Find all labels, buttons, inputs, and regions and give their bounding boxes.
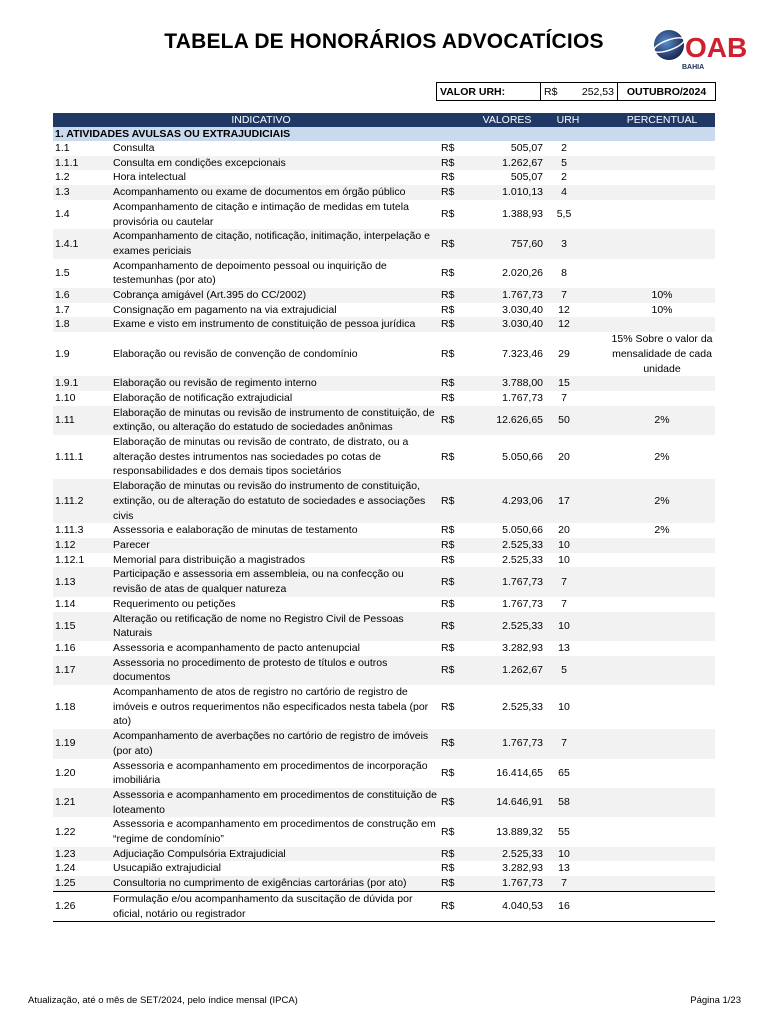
row-currency: R$ [441, 891, 469, 921]
row-code: 1.4.1 [53, 229, 111, 258]
row-currency: R$ [441, 876, 469, 891]
row-value: 1.767,73 [469, 567, 545, 596]
row-percentual [609, 553, 715, 568]
row-description: Consulta [111, 141, 441, 156]
table-row [53, 170, 715, 185]
row-code: 1.7 [53, 303, 111, 318]
row-value: 5.050,66 [469, 435, 545, 479]
table-row [53, 876, 715, 891]
table-row [53, 538, 715, 553]
row-value: 1.767,73 [469, 729, 545, 758]
row-currency: R$ [441, 156, 469, 171]
row-description: Assessoria e acompanhamento em procedimentos de constituição de loteamento [111, 788, 441, 817]
row-percentual [609, 141, 715, 156]
logo-text: OAB [685, 32, 748, 63]
row-percentual [609, 656, 715, 685]
row-code: 1.26 [53, 891, 111, 921]
table-row [53, 567, 715, 596]
row-urh: 7 [545, 567, 609, 596]
row-urh: 10 [545, 685, 609, 729]
table-row [53, 317, 715, 332]
row-percentual [609, 538, 715, 553]
header-percentual: PERCENTUAL [609, 113, 715, 127]
table-row [53, 406, 715, 435]
row-urh: 2 [545, 170, 609, 185]
row-currency: R$ [441, 538, 469, 553]
row-value: 757,60 [469, 229, 545, 258]
row-urh: 17 [545, 479, 609, 523]
table-row [53, 729, 715, 758]
row-value: 505,07 [469, 141, 545, 156]
row-description: Participação e assessoria em assembleia, ou na confecção ou revisão de atas de qualquer natureza [111, 567, 441, 596]
row-urh: 7 [545, 288, 609, 303]
row-percentual [609, 876, 715, 891]
row-code: 1.5 [53, 259, 111, 288]
table-row [53, 303, 715, 318]
row-code: 1.13 [53, 567, 111, 596]
table-row [53, 332, 715, 376]
row-urh: 13 [545, 861, 609, 876]
row-urh: 12 [545, 317, 609, 332]
row-description: Cobrança amigável (Art.395 do CC/2002) [111, 288, 441, 303]
row-code: 1.20 [53, 759, 111, 788]
row-currency: R$ [441, 391, 469, 406]
row-urh: 7 [545, 391, 609, 406]
urh-currency: R$ [544, 85, 558, 98]
urh-value: 252,53 [581, 85, 614, 98]
row-description: Exame e visto em instrumento de constituição de pessoa jurídica [111, 317, 441, 332]
row-description: Assessoria e acompanhamento em procedimentos de incorporação imobiliária [111, 759, 441, 788]
row-urh: 16 [545, 891, 609, 921]
table-row [53, 788, 715, 817]
row-currency: R$ [441, 788, 469, 817]
row-code: 1.1.1 [53, 156, 111, 171]
row-currency: R$ [441, 861, 469, 876]
row-urh: 5 [545, 656, 609, 685]
row-code: 1.11.3 [53, 523, 111, 538]
row-value: 3.788,00 [469, 376, 545, 391]
row-description: Acompanhamento de citação, notificação, initimação, interpelação e exames periciais [111, 229, 441, 258]
row-value: 16.414,65 [469, 759, 545, 788]
row-percentual [609, 229, 715, 258]
header-indicativo: INDICATIVO [53, 113, 469, 127]
row-description: Assessoria e ealaboração de minutas de testamento [111, 523, 441, 538]
row-value: 1.767,73 [469, 391, 545, 406]
table-row [53, 259, 715, 288]
table-row [53, 156, 715, 171]
row-currency: R$ [441, 288, 469, 303]
row-code: 1.2 [53, 170, 111, 185]
row-code: 1.12 [53, 538, 111, 553]
table-row [53, 479, 715, 523]
row-description: Acompanhamento de depoimento pessoal ou inquirição de testemunhas (por ato) [111, 259, 441, 288]
row-code: 1.10 [53, 391, 111, 406]
section-header [53, 127, 715, 141]
row-currency: R$ [441, 303, 469, 318]
table-row [53, 523, 715, 538]
row-code: 1.23 [53, 847, 111, 862]
row-currency: R$ [441, 479, 469, 523]
table-row [53, 597, 715, 612]
row-percentual: 15% Sobre o valor da mensalidade de cada unidade [609, 332, 715, 376]
table-row [53, 376, 715, 391]
page-number: Página 1/23 [690, 995, 741, 1006]
row-code: 1.1 [53, 141, 111, 156]
row-description: Consignação em pagamento na via extrajudicial [111, 303, 441, 318]
row-urh: 58 [545, 788, 609, 817]
row-percentual: 2% [609, 435, 715, 479]
row-currency: R$ [441, 317, 469, 332]
row-code: 1.16 [53, 641, 111, 656]
row-percentual: 10% [609, 288, 715, 303]
row-currency: R$ [441, 141, 469, 156]
row-urh: 55 [545, 817, 609, 846]
row-urh: 4 [545, 185, 609, 200]
row-currency: R$ [441, 656, 469, 685]
header-valores: VALORES [469, 113, 545, 127]
row-value: 2.525,33 [469, 538, 545, 553]
row-value: 12.626,65 [469, 406, 545, 435]
table-row [53, 435, 715, 479]
row-currency: R$ [441, 641, 469, 656]
row-percentual [609, 597, 715, 612]
row-percentual [609, 259, 715, 288]
row-code: 1.9 [53, 332, 111, 376]
row-code: 1.19 [53, 729, 111, 758]
row-value: 4.293,06 [469, 479, 545, 523]
row-code: 1.11.1 [53, 435, 111, 479]
row-percentual [609, 612, 715, 641]
table-row [53, 685, 715, 729]
row-urh: 5,5 [545, 200, 609, 229]
urh-value-box [436, 82, 716, 101]
row-description: Assessoria no procedimento de protesto de títulos e outros documentos [111, 656, 441, 685]
table-row [53, 759, 715, 788]
row-currency: R$ [441, 759, 469, 788]
row-description: Elaboração ou revisão de convenção de condomínio [111, 332, 441, 376]
row-urh: 7 [545, 597, 609, 612]
row-urh: 15 [545, 376, 609, 391]
row-value: 1.767,73 [469, 876, 545, 891]
row-description: Acompanhamento de atos de registro no cartório de registro de imóveis e outros requerimentos não especificados nesta tabela (por ato) [111, 685, 441, 729]
row-value: 14.646,91 [469, 788, 545, 817]
table-row [53, 200, 715, 229]
row-code: 1.25 [53, 876, 111, 891]
row-description: Acompanhamento de averbações no cartório de registro de imóveis (por ato) [111, 729, 441, 758]
urh-month: OUTUBRO/2024 [626, 85, 707, 98]
row-percentual [609, 170, 715, 185]
row-currency: R$ [441, 376, 469, 391]
row-description: Hora intelectual [111, 170, 441, 185]
row-currency: R$ [441, 170, 469, 185]
row-code: 1.3 [53, 185, 111, 200]
row-currency: R$ [441, 229, 469, 258]
row-description: Formulação e/ou acompanhamento da suscitação de dúvida por oficial, notário ou registrador [111, 891, 441, 921]
row-code: 1.15 [53, 612, 111, 641]
table-row [53, 391, 715, 406]
table-row [53, 891, 715, 921]
row-percentual [609, 788, 715, 817]
row-urh: 13 [545, 641, 609, 656]
row-code: 1.14 [53, 597, 111, 612]
row-description: Elaboração ou revisão de regimento interno [111, 376, 441, 391]
row-description: Consultoria no cumprimento de exigências cartorárias (por ato) [111, 876, 441, 891]
row-description: Requerimento ou petições [111, 597, 441, 612]
table-row [53, 612, 715, 641]
table-row [53, 288, 715, 303]
row-percentual [609, 685, 715, 729]
urh-amount [541, 83, 618, 100]
row-percentual [609, 861, 715, 876]
row-currency: R$ [441, 817, 469, 846]
row-code: 1.8 [53, 317, 111, 332]
row-urh: 20 [545, 435, 609, 479]
row-urh: 29 [545, 332, 609, 376]
row-percentual [609, 317, 715, 332]
row-code: 1.18 [53, 685, 111, 729]
row-percentual [609, 376, 715, 391]
row-urh: 20 [545, 523, 609, 538]
section-title: 1. ATIVIDADES AVULSAS OU EXTRAJUDICIAIS [53, 127, 715, 141]
row-urh: 3 [545, 229, 609, 258]
row-value: 3.030,40 [469, 303, 545, 318]
page-title: TABELA DE HONORÁRIOS ADVOCATÍCIOS [164, 30, 604, 53]
row-description: Elaboração de minutas ou revisão de contrato, de distrato, ou a alteração destes intrumentos nas sociedades po cotas de responsabilidades e dos demais tipos societários [111, 435, 441, 479]
row-currency: R$ [441, 553, 469, 568]
row-value: 3.030,40 [469, 317, 545, 332]
fees-table [53, 113, 715, 922]
row-percentual [609, 567, 715, 596]
row-percentual [609, 759, 715, 788]
table-header-row [53, 113, 715, 127]
row-value: 7.323,46 [469, 332, 545, 376]
row-description: Alteração ou retificação de nome no Registro Civil de Pessoas Naturais [111, 612, 441, 641]
table-row [53, 229, 715, 258]
row-description: Elaboração de minutas ou revisão do instrumento de constituição, extinção, ou de alteração do estatuto de sociedades e associações civis [111, 479, 441, 523]
row-currency: R$ [441, 185, 469, 200]
table-row [53, 817, 715, 846]
row-percentual [609, 729, 715, 758]
table-row [53, 847, 715, 862]
row-description: Acompanhamento ou exame de documentos em órgão público [111, 185, 441, 200]
row-value: 4.040,53 [469, 891, 545, 921]
row-urh: 10 [545, 553, 609, 568]
row-value: 2.525,33 [469, 847, 545, 862]
row-value: 1.262,67 [469, 156, 545, 171]
row-currency: R$ [441, 406, 469, 435]
row-code: 1.22 [53, 817, 111, 846]
row-code: 1.11 [53, 406, 111, 435]
row-code: 1.24 [53, 861, 111, 876]
row-percentual [609, 641, 715, 656]
row-code: 1.11.2 [53, 479, 111, 523]
row-percentual: 10% [609, 303, 715, 318]
row-currency: R$ [441, 597, 469, 612]
row-description: Usucapião extrajudicial [111, 861, 441, 876]
table-row [53, 553, 715, 568]
row-urh: 65 [545, 759, 609, 788]
row-urh: 12 [545, 303, 609, 318]
row-value: 2.525,33 [469, 553, 545, 568]
row-percentual: 2% [609, 479, 715, 523]
row-value: 505,07 [469, 170, 545, 185]
row-percentual: 2% [609, 406, 715, 435]
row-urh: 50 [545, 406, 609, 435]
table-row [53, 185, 715, 200]
row-currency: R$ [441, 612, 469, 641]
row-value: 3.282,93 [469, 641, 545, 656]
row-description: Consulta em condições excepcionais [111, 156, 441, 171]
row-value: 13.889,32 [469, 817, 545, 846]
row-value: 1.388,93 [469, 200, 545, 229]
row-percentual [609, 200, 715, 229]
row-urh: 10 [545, 612, 609, 641]
row-urh: 10 [545, 538, 609, 553]
row-currency: R$ [441, 435, 469, 479]
row-currency: R$ [441, 332, 469, 376]
row-currency: R$ [441, 729, 469, 758]
row-percentual [609, 891, 715, 921]
row-urh: 10 [545, 847, 609, 862]
row-description: Assessoria e acompanhamento de pacto antenupcial [111, 641, 441, 656]
row-code: 1.9.1 [53, 376, 111, 391]
row-percentual [609, 847, 715, 862]
row-currency: R$ [441, 847, 469, 862]
row-currency: R$ [441, 567, 469, 596]
row-code: 1.6 [53, 288, 111, 303]
row-code: 1.17 [53, 656, 111, 685]
row-value: 5.050,66 [469, 523, 545, 538]
table-row [53, 861, 715, 876]
row-percentual [609, 156, 715, 171]
row-description: Assessoria e acompanhamento em procedimentos de construção em “regime de condomínio” [111, 817, 441, 846]
row-description: Acompanhamento de citação e intimação de medidas em tutela provisória ou cautelar [111, 200, 441, 229]
row-value: 1.010,13 [469, 185, 545, 200]
row-urh: 8 [545, 259, 609, 288]
row-value: 1.767,73 [469, 288, 545, 303]
row-urh: 7 [545, 876, 609, 891]
row-percentual [609, 391, 715, 406]
row-urh: 5 [545, 156, 609, 171]
row-description: Parecer [111, 538, 441, 553]
row-code: 1.21 [53, 788, 111, 817]
row-code: 1.4 [53, 200, 111, 229]
table-row [53, 641, 715, 656]
row-description: Elaboração de notificação extrajudicial [111, 391, 441, 406]
row-description: Memorial para distribuição a magistrados [111, 553, 441, 568]
row-percentual: 2% [609, 523, 715, 538]
footer-note: Atualização, até o mês de SET/2024, pelo índice mensal (IPCA) [28, 995, 298, 1006]
row-value: 2.020,26 [469, 259, 545, 288]
row-value: 1.767,73 [469, 597, 545, 612]
row-percentual [609, 185, 715, 200]
row-description: Elaboração de minutas ou revisão de instrumento de constituição, de extinção, ou alteração do estatudo de sociedades anônimas [111, 406, 441, 435]
urh-label: VALOR URH: [437, 83, 541, 100]
row-description: Adjuciação Compulsória Extrajudicial [111, 847, 441, 862]
table-row [53, 141, 715, 156]
table-row [53, 656, 715, 685]
row-currency: R$ [441, 259, 469, 288]
row-value: 1.262,67 [469, 656, 545, 685]
header-urh: URH [545, 113, 609, 127]
row-currency: R$ [441, 523, 469, 538]
row-currency: R$ [441, 685, 469, 729]
row-currency: R$ [441, 200, 469, 229]
row-percentual [609, 817, 715, 846]
row-code: 1.12.1 [53, 553, 111, 568]
row-urh: 2 [545, 141, 609, 156]
row-value: 2.525,33 [469, 612, 545, 641]
row-value: 3.282,93 [469, 861, 545, 876]
row-urh: 7 [545, 729, 609, 758]
row-value: 2.525,33 [469, 685, 545, 729]
logo-subtitle: BAHIA [682, 64, 705, 71]
